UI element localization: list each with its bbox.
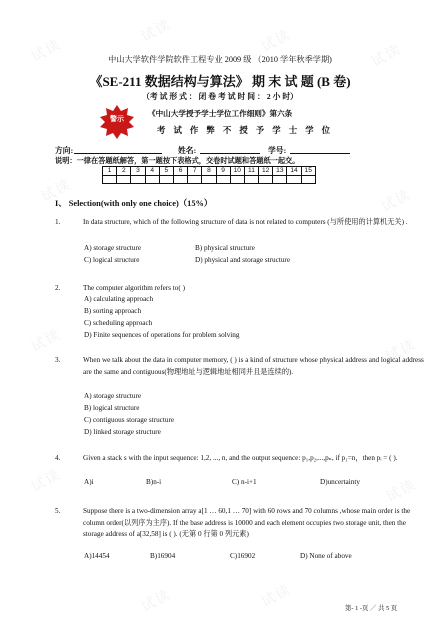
answer-cell[interactable] [287, 176, 301, 184]
option-a: A) calculating approach [84, 295, 154, 303]
option-a: A)14454 [84, 552, 110, 560]
question-text: The computer algorithm refers to( ) [83, 284, 185, 292]
name-field [200, 153, 260, 154]
option-d: D) None of above [300, 552, 352, 560]
option-d: D) Finite sequences of operations for problem solving [84, 331, 240, 339]
name-label: 姓名: [178, 146, 197, 155]
answer-grid-number: 15 [301, 167, 315, 176]
option-b: B) sorting approach [84, 307, 142, 315]
answer-grid-number: 6 [173, 167, 187, 176]
id-label: 学号: [268, 146, 287, 155]
answer-grid-number: 4 [145, 167, 159, 176]
question-text: Given a stack s with the input sequence: 1,2, ..., n, and the output sequence: p₁,p₂,...,pₙ, if p₁=n，then pᵢ = ( ). [83, 454, 398, 462]
question-text: Suppose there is a two-dimension array a[1 … 60,1 … 70] with 60 rows and 70 columns ,whose main order is the column order(以列序为主序). If the base address is 10000 and each element occupies two storage unit, then the storage address of a[32,58] is ( ). (无第 0 行第 0 列元素) [83, 507, 411, 538]
direction-label: 方向: [55, 146, 74, 155]
question-number: 3. [55, 356, 61, 364]
answer-cell[interactable] [173, 176, 187, 184]
page-footer: 第- 1 -页 ／ 共 5 页 [345, 605, 398, 612]
option-c: C)16902 [230, 552, 256, 560]
answer-cell[interactable] [216, 176, 230, 184]
section-title: I、 Selection(with only one choice)（15%） [55, 199, 213, 208]
option-d: D) linked storage structure [84, 428, 161, 436]
rule-text: 考 试 作 弊 不 授 予 学 士 学 位 [157, 126, 334, 135]
option-c: C) n-i+1 [232, 478, 257, 486]
id-field [290, 153, 350, 154]
answer-cell[interactable] [145, 176, 159, 184]
instruction-text: 说明：一律在答题纸解答，第一题按下表格式，交卷时试题和答题纸一起交。 [55, 157, 300, 165]
option-b: B) logical structure [84, 404, 140, 412]
option-a: A) storage structure [84, 244, 142, 252]
option-a: A) storage structure [84, 392, 142, 400]
option-b: B)16904 [150, 552, 176, 560]
option-d: D) physical and storage structure [195, 256, 291, 264]
answer-grid [102, 166, 316, 184]
rule-title: 《中山大学授予学士学位工作细则》第六条 [148, 109, 293, 118]
exam-form: （考 试 形 式 ： 闭 卷 考 试 时 间 ： 2 小 时） [142, 92, 298, 101]
answer-cell[interactable] [188, 176, 202, 184]
option-a: A)i [84, 478, 94, 486]
answer-cell[interactable] [131, 176, 145, 184]
course-header: 中山大学软件学院软件工程专业 2009 级 （2010 学年秋季学期) [108, 55, 332, 64]
option-c: C) contiguous storage structure [84, 416, 175, 424]
answer-grid-number: 12 [259, 167, 273, 176]
answer-grid-number: 13 [273, 167, 287, 176]
watermark-layer: 试读 试读 试读 试读 试读 试读 试读 试读 试读 试读 试读 试读 [28, 16, 420, 616]
question-number: 5. [55, 507, 61, 515]
direction-field [74, 153, 162, 154]
question-text: In data structure, which of the following structure of data is not related to computers (与所使用的计算机无关) . [83, 218, 408, 226]
answer-cell[interactable] [273, 176, 287, 184]
option-b: B) physical structure [195, 244, 255, 252]
answer-grid-number: 8 [202, 167, 216, 176]
question-number: 4. [55, 454, 61, 462]
answer-grid-number: 3 [131, 167, 145, 176]
answer-grid-number: 9 [216, 167, 230, 176]
answer-cell[interactable] [202, 176, 216, 184]
question-number: 2. [55, 284, 61, 292]
question-number: 1. [55, 218, 61, 226]
answer-cell[interactable] [159, 176, 173, 184]
answer-cell[interactable] [259, 176, 273, 184]
answer-grid-number: 1 [103, 167, 117, 176]
answer-cell[interactable] [230, 176, 244, 184]
question-text: When we talk about the data in computer memory, ( ) is a kind of structure whose physical address and logical address are the same and contiguous(物理地址与逻辑地址相同并且是连续的). [83, 356, 424, 376]
answer-cell[interactable] [244, 176, 258, 184]
answer-cell[interactable] [103, 176, 117, 184]
answer-grid-number: 5 [159, 167, 173, 176]
exam-title: 《SE-211 数据结构与算法》 期 末 试 题 (B 卷) [89, 74, 351, 89]
answer-grid-number: 10 [230, 167, 244, 176]
seal-label: 警示 [110, 115, 124, 123]
answer-grid-number: 7 [188, 167, 202, 176]
answer-cell[interactable] [301, 176, 315, 184]
option-c: C) scheduling approach [84, 319, 153, 327]
answer-grid-number: 14 [287, 167, 301, 176]
option-b: B)n-i [146, 478, 162, 486]
answer-grid-number: 11 [244, 167, 258, 176]
answer-grid-number: 2 [117, 167, 131, 176]
option-d: D)uncertainty [320, 478, 360, 486]
option-c: C) logical structure [84, 256, 140, 264]
answer-cell[interactable] [117, 176, 131, 184]
